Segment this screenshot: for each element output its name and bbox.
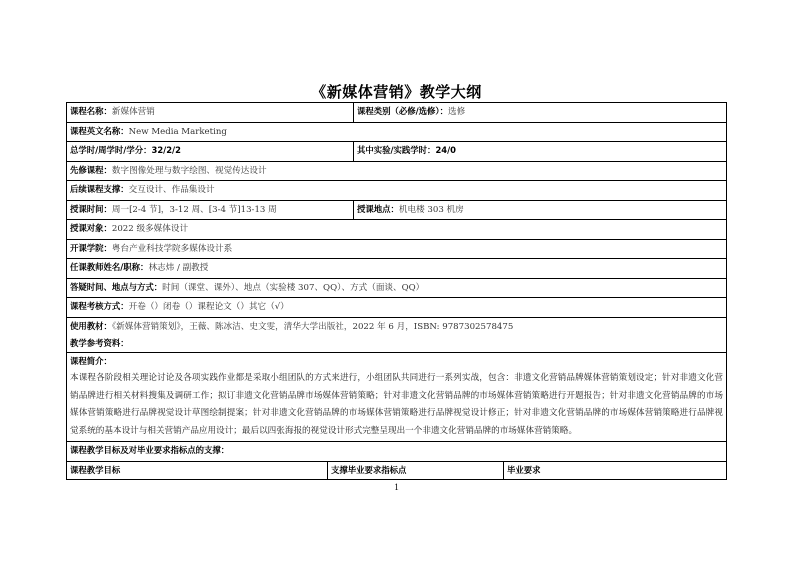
textbook-cell — [67, 318, 726, 337]
audience-label: 授课对象： — [70, 223, 112, 233]
column-header-indicator-points: 支撑毕业要求指标点 — [327, 462, 503, 480]
row-schedule — [67, 201, 726, 221]
row-office-hours — [67, 279, 726, 299]
location-label: 授课地点： — [357, 203, 399, 214]
office-hours-label: 答疑时间、地点与方式： — [70, 281, 163, 292]
course-type-value: 选修 — [448, 107, 466, 117]
introduction-label: 课程简介： — [70, 356, 112, 366]
row-follow-up — [67, 181, 726, 201]
office-hours-value: 时间（课堂、课外）、地点（实验楼 307、QQ）、方式（面谈、QQ） — [162, 282, 425, 293]
schedule-value: 周一[2-4 节]，3-12 周、[3-4 节]13-13 周 — [111, 204, 277, 215]
audience-value: 2022 级多媒体设计 — [111, 224, 189, 234]
office-hours-cell — [67, 279, 726, 298]
document-title: 《新媒体营销》教学大纲 — [311, 83, 482, 101]
prerequisites-cell — [67, 162, 726, 181]
course-type-label: 课程类别（必修/选修）： — [357, 106, 448, 116]
course-name-cell — [67, 103, 353, 122]
page-number: 1 — [394, 482, 399, 492]
column-header-course-goals: 课程教学目标 — [70, 464, 121, 475]
goals-heading-label: 课程教学目标及对毕业要求指标点的支撑： — [70, 445, 230, 456]
teacher-label: 任课教师姓名/职称： — [70, 262, 149, 272]
textbook-value: 《新媒体营销策划》，王薇、陈冰洁、史文雯，清华大学出版社，2022 年 6 月，ISBN: 9787302578475 — [111, 321, 514, 332]
row-assessment — [67, 298, 726, 318]
introduction-text: 本课程各阶段相关理论讨论及各项实践作业都是采取小组团队的方式来进行，小组团队共同进行一系列实战，包含：非遗文化营销品牌媒体营销策划设定；针对非遗文化营销品牌进行相关材料搜集及调研工作；拟订非遗文化营销品牌市场媒体营销策略；针对非遗文化营销品牌的市场媒体营销策略进行开题报告；针对非遗文化营销品牌的市场媒体营销策略进行品牌视觉设计草图绘制提案；针对非遗文化营销品牌的市场媒体营销策略进行品牌视觉设计修正；针对非遗文化营销品牌的市场媒体营销策略进行品牌视觉系统的基本设计与相关营销产品应用设计；最后以四张海报的视觉设计形式完整呈现出一个非遗文化营销品牌的市场媒体营销策略。 — [70, 373, 723, 436]
lab-hours-label: 其中实验/实践学时： — [357, 145, 436, 155]
follow-up-label: 后续课程支撑： — [70, 184, 129, 194]
row-course-name — [67, 103, 726, 123]
row-introduction — [67, 353, 726, 442]
hours-cell — [67, 142, 353, 161]
lab-hours-value: 24/0 — [435, 145, 456, 155]
teacher-cell — [67, 259, 726, 278]
lab-hours-cell — [353, 142, 726, 161]
location-value: 机电楼 303 机房 — [398, 204, 464, 215]
schedule-cell — [67, 201, 353, 220]
course-name-value: 新媒体营销 — [111, 107, 155, 117]
assessment-value: 开卷（）闭卷（）课程论文（）其它（√） — [128, 302, 289, 312]
hours-value: 32/2/2 — [151, 145, 181, 155]
teacher-value: 林志炜 / 副教授 — [148, 263, 209, 273]
schedule-label: 授课时间： — [70, 203, 112, 214]
row-references — [67, 336, 726, 353]
college-cell — [67, 240, 726, 259]
syllabus-table — [66, 102, 727, 480]
textbook-label: 使用教材： — [70, 320, 112, 331]
row-college — [67, 240, 726, 260]
row-textbook — [67, 318, 726, 337]
row-english-name — [67, 123, 726, 143]
course-type-cell — [353, 103, 726, 122]
location-cell — [353, 201, 726, 220]
prerequisites-label: 先修课程： — [70, 164, 112, 175]
references-cell — [67, 336, 726, 352]
follow-up-value: 交互设计、作品集设计 — [128, 185, 215, 195]
row-goals-columns — [67, 462, 726, 480]
column-header-graduation-requirements: 毕业要求 — [503, 462, 726, 480]
assessment-label: 课程考核方式： — [70, 301, 129, 311]
hours-label: 总学时/周学时/学分： — [70, 145, 152, 155]
references-label: 教学参考资料： — [70, 338, 129, 348]
row-goals-heading — [67, 442, 726, 462]
audience-cell — [67, 220, 726, 239]
row-hours — [67, 142, 726, 162]
english-name-label: 课程英文名称： — [70, 125, 129, 136]
row-audience — [67, 220, 726, 240]
english-name-value: New Media Marketing — [128, 126, 227, 137]
prerequisites-value: 数字图像处理与数字绘图、视觉传达设计 — [111, 165, 267, 176]
course-name-label: 课程名称： — [70, 106, 112, 116]
assessment-cell — [67, 298, 726, 317]
english-name-cell — [67, 123, 726, 142]
college-value: 粤台产业科技学院多媒体设计系 — [111, 243, 233, 254]
row-teacher — [67, 259, 726, 279]
goals-heading-cell — [67, 442, 726, 461]
follow-up-cell — [67, 181, 726, 200]
college-label: 开课学院： — [70, 242, 112, 253]
row-prerequisites — [67, 162, 726, 182]
